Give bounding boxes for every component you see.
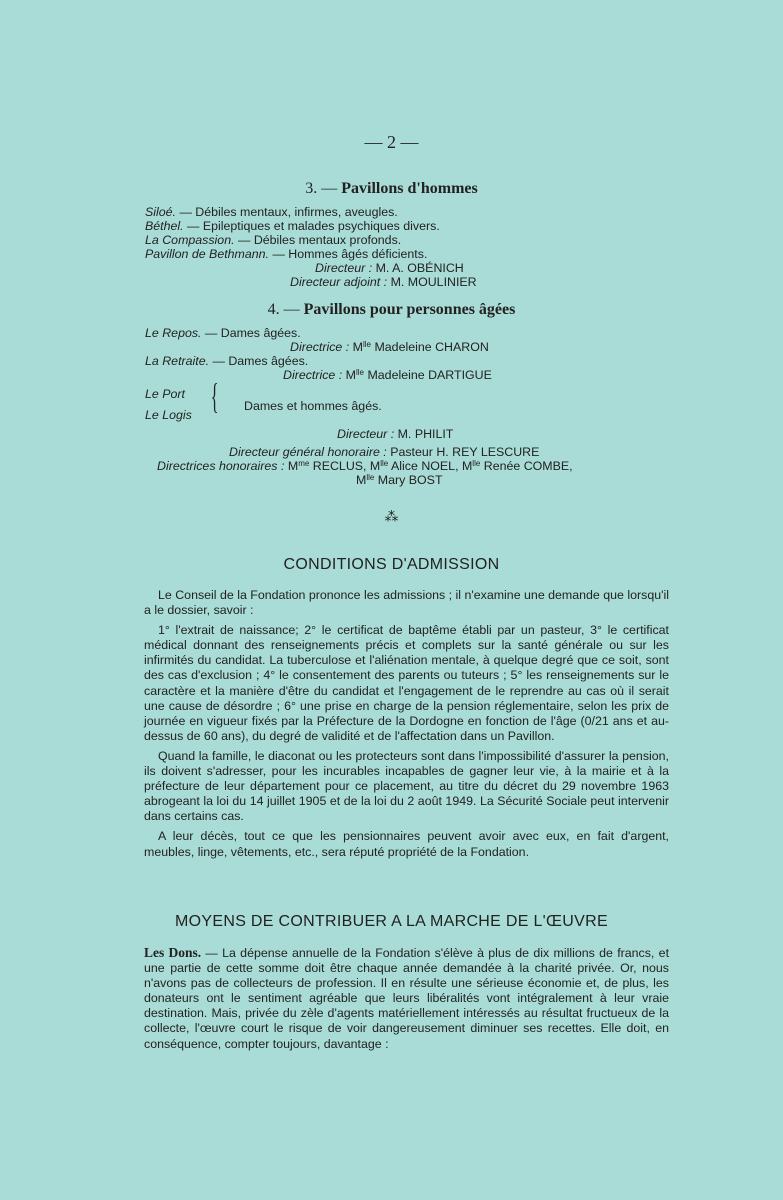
brace-glyph: { <box>210 376 219 416</box>
dons-label: Les Dons. <box>144 945 202 960</box>
conditions-paragraph-2: 1° l'extrait de naissance; 2° le certificat de baptême établi par un pasteur, 3° le certificat médical donnant des renseignements précis et complets sur la santé générale ou sur les infirmités du candidat. La tuberculose et l'aliénation mentale, à quelque degré que ce soit, sont des cas d'exclusion ; 4° le consentement des parents ou tuteurs ; 5° les renseignements sur le caractère et la manière d'être du candidat et l'engagement de le reprendre au cas où il serait une cause de désordre ; 6° une prise en charge de la pension réglementaire, selon les prix de journée en vigueur fixés par la Préfecture de la Dordogne en fonction de l'âge (0/21 ans et au-dessus de 60 ans), du degré de validité et de l'affectation dans un Pavillon. <box>144 623 669 743</box>
dons-text: — La dépense annuelle de la Fondation s'élève à plus de dix millions de francs, et une partie de cette somme doit être chaque année demandée à la charité privée. Or, nous n'avons pas de collecteurs de profession. Il en résulte une sérieuse économie et, de plus, les donateurs ont le sentiment agréable que leurs libéralités vont intégralement à leur vraie destination. Mais, privée du zèle d'agents matériellement intéressés au résultat fructueux de la collecte, l'œuvre court le risque de voir dangereusement diminuer ses recettes. Elle doit, en conséquence, compter toujours, davantage : <box>144 946 670 1051</box>
section-3-number: 3. — <box>305 180 338 197</box>
conditions-title: CONDITIONS D'ADMISSION <box>283 556 500 573</box>
section-3-heading <box>0 180 783 198</box>
section-4-directeur: Directeur : M. PHILIT <box>337 427 454 441</box>
dons-paragraph <box>144 945 669 1052</box>
page-number: — 2 — <box>364 132 419 152</box>
section-3-line-1: Siloé. — Débiles mentaux, infirmes, aveugles. <box>145 205 398 219</box>
conditions-paragraph-4: A leur décès, tout ce que les pensionnaires peuvent avoir avec eux, en fait d'argent, meubles, linge, vêtements, etc., sera réputé propriété de la Fondation. <box>144 829 669 859</box>
section-3-line-2: Béthel. — Epileptiques et malades psychiques divers. <box>145 219 440 233</box>
directrices-honoraires-cont: $M^{lle}$ Mary BOST <box>356 473 443 487</box>
section-3-directeur: Directeur : M. A. OBÉNICH <box>315 261 464 275</box>
section-4-heading <box>0 301 783 319</box>
retraite-directrice: Directrice : $M^{lle}$ Madeleine DARTIGUE <box>283 368 492 382</box>
moyens-title: MOYENS DE CONTRIBUER A LA MARCHE DE L'ŒUVRE <box>175 913 608 930</box>
retraite-line: La Retraite. — Dames âgées. <box>145 354 309 368</box>
section-3-line-3: La Compassion. — Débiles mentaux profonds. <box>145 233 402 247</box>
conditions-paragraph-1: Le Conseil de la Fondation prononce les admissions ; il n'examine une demande que lorsqu'il a le dossier, savoir : <box>144 588 669 618</box>
conditions-text <box>144 588 669 860</box>
logis-label: Le Logis <box>145 408 192 422</box>
moyens-text <box>144 945 669 1052</box>
port-logis-text: Dames et hommes âgés. <box>244 399 382 413</box>
port-label: Le Port <box>145 387 185 401</box>
section-3-title: Pavillons d'hommes <box>341 180 478 197</box>
conditions-paragraph-3: Quand la famille, le diaconat ou les protecteurs sont dans l'impossibilité d'assurer la pension, ils doivent s'adresser, pour les incurables incapables de gagner leur vie, à la mairie et à la préfecture de leur département pour ce placement, au titre du décret du 29 novembre 1963 abrogeant la loi du 14 juillet 1905 et de la loi du 2 août 1949. La Sécurité Sociale peut intervenir dans certains cas. <box>144 748 669 824</box>
repos-directrice: Directrice : $M^{lle}$ Madeleine CHARON <box>290 340 489 354</box>
section-4-number: 4. — <box>267 301 300 318</box>
section-4-title: Pavillons pour personnes âgées <box>303 301 516 318</box>
asterism-ornament: ⁂ <box>384 508 399 524</box>
repos-line: Le Repos. — Dames âgées. <box>145 326 301 340</box>
directeur-general-honoraire: Directeur général honoraire : Pasteur H. REY LESCURE <box>229 445 540 459</box>
section-3-adjoint: Directeur adjoint : M. MOULINIER <box>290 275 477 289</box>
section-3-line-4: Pavillon de Bethmann. — Hommes âgés déficients. <box>145 247 428 261</box>
directrices-honoraires: Directrices honoraires : $M^{me}$ RECLUS, $M^{lle}$ Alice NOEL, $M^{lle}$ Renée COMBE, <box>157 459 573 473</box>
